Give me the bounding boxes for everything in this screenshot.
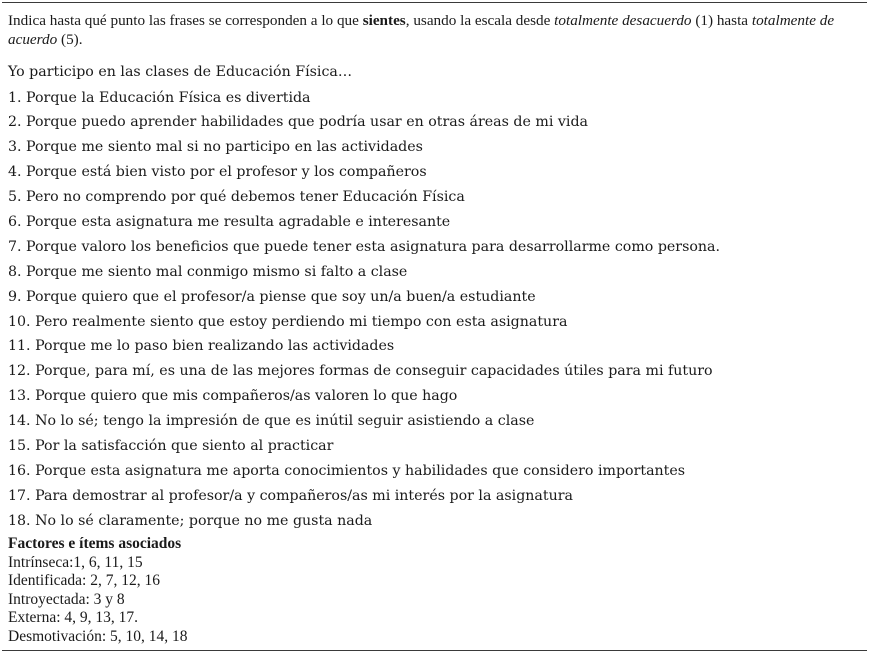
instructions-text-3: (1) hasta <box>691 12 752 29</box>
instructions-text-1: Indica hasta qué punto las frases se corresponden a lo que <box>8 12 363 29</box>
top-rule <box>2 2 867 3</box>
list-item: 17. Para demostrar al profesor/a y compañeros/as mi interés por la asignatura <box>8 487 573 504</box>
list-item: 6. Porque esta asignatura me resulta agradable e interesante <box>8 213 451 230</box>
factor-row: Desmotivación: 5, 10, 14, 18 <box>8 627 188 645</box>
instructions-text-4: (5). <box>57 30 83 48</box>
list-item: 4. Porque está bien visto por el profesor y los compañeros <box>8 164 427 181</box>
list-item: 7. Porque valoro los beneficios que puede tener esta asignatura para desarrollarme como persona. <box>8 238 721 255</box>
factor-row: Introyectada: 3 y 8 <box>8 590 125 608</box>
bottom-rule <box>2 650 867 651</box>
list-item: 3. Porque me siento mal si no participo en las actividades <box>8 139 423 156</box>
list-item: 5. Pero no comprendo por qué debemos tener Educación Física <box>8 189 465 206</box>
factors-heading: Factores e ítems asociados <box>8 535 182 552</box>
instructions-text-2: , usando la escala desde <box>405 12 555 29</box>
list-item: 18. No lo sé claramente; porque no me gusta nada <box>8 512 373 529</box>
lead-statement: Yo participo en las clases de Educación Física… <box>8 64 353 80</box>
list-item: 14. No lo sé; tengo la impresión de que es inútil seguir asistiendo a clase <box>8 413 535 430</box>
list-item: 13. Porque quiero que mis compañeros/as valoren lo que hago <box>8 388 458 405</box>
item-list <box>8 86 858 534</box>
list-item: 15. Por la satisfacción que siento al practicar <box>8 437 334 454</box>
instructions <box>8 12 858 49</box>
factor-row: Intrínseca:1, 6, 11, 15 <box>8 553 143 571</box>
factors-section <box>8 535 858 646</box>
list-item: 2. Porque puedo aprender habilidades que podría usar en otras áreas de mi vida <box>8 114 589 131</box>
list-item: 11. Porque me lo paso bien realizando las actividades <box>8 338 395 355</box>
instructions-bold: sientes <box>362 12 406 29</box>
list-item: 10. Pero realmente siento que estoy perdiendo mi tiempo con esta asignatura <box>8 313 568 330</box>
list-item: 9. Porque quiero que el profesor/a piense que soy un/a buen/a estudiante <box>8 288 536 305</box>
instructions-italic-2: totalmente de acuerdo <box>8 12 835 48</box>
list-item: 16. Porque esta asignatura me aporta conocimientos y habilidades que considero importantes <box>8 462 686 479</box>
factor-row: Externa: 4, 9, 13, 17. <box>8 609 139 626</box>
list-item: 1. Porque la Educación Física es divertida <box>8 89 311 106</box>
list-item: 12. Porque, para mí, es una de las mejores formas de conseguir capacidades útiles para mi futuro <box>8 363 713 380</box>
list-item: 8. Porque me siento mal conmigo mismo si falto a clase <box>8 263 408 280</box>
instructions-italic-1: totalmente desacuerdo <box>554 12 692 29</box>
factor-row: Identificada: 2, 7, 12, 16 <box>8 572 160 589</box>
